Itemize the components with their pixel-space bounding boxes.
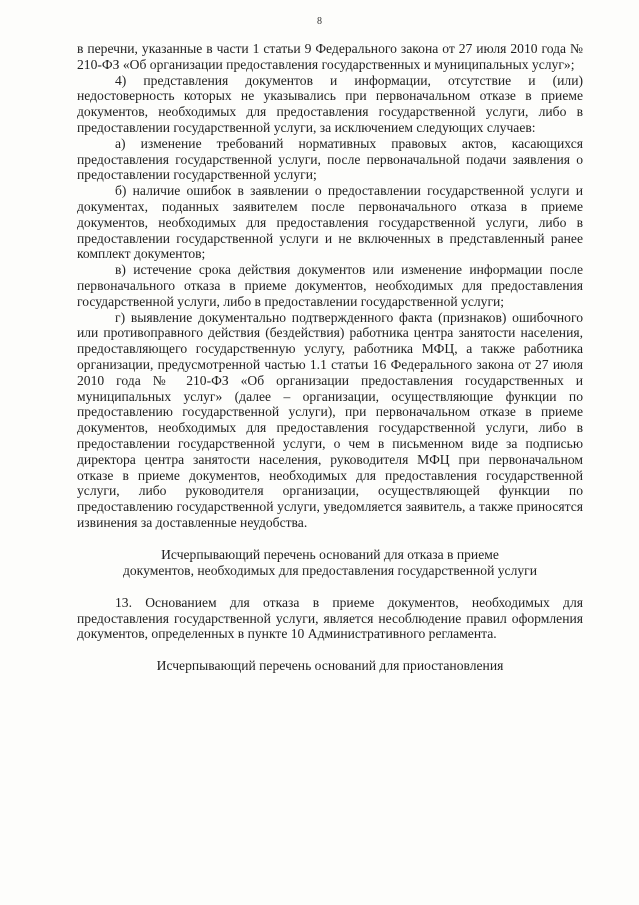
section-heading-refusal-line2: документов, необходимых для предоставления государственной услуги (122, 562, 538, 578)
paragraph-subitem-v: в) истечение срока действия документов или изменение информации после первоначального отказа в приеме документов, необходимых для предоставления государственной услуги, либо в предоставлении государственной услуги; (77, 262, 583, 309)
page-number: 8 (317, 16, 322, 27)
section-heading-suspension (77, 658, 583, 674)
paragraph-subitem-a: а) изменение требований нормативных правовых актов, касающихся предоставления государственной услуги, после первоначальной подачи заявления о предоставлении государственной услуги; (77, 135, 583, 183)
paragraph-item-4: 4) представления документов и информации, отсутствие и (или) недостоверность которых не указывались при первоначальном отказе в приеме документов, необходимых для предоставления государственной услуги, либо в предоставлении государственной услуги, за исключением следующих случаев: (77, 72, 583, 135)
section-heading-suspension-line1: Исчерпывающий перечень оснований для приостановления (156, 658, 504, 674)
paragraph-continuation: в перечни, указанные в части 1 статьи 9 Федерального закона от 27 июля 2010 года № 210-ФЗ «Об организации предоставления государственных и муниципальных услуг»; (77, 41, 583, 72)
section-heading-refusal-line1: Исчерпывающий перечень оснований для отказа в приеме (161, 546, 499, 562)
paragraph-subitem-g: г) выявление документально подтвержденного факта (признаков) ошибочного или противоправного действия (бездействия) работника центра занятости населения, предоставляющего государственную услугу, работника МФЦ, а также работника организации, предусмотренной частью 1.1 статьи 16 Федерального закона от 27 июля 2010 года № 210-ФЗ «Об организации предоставления государственных и муниципальных услуг» (далее – организации, осуществляющие функции по предоставлению государственной услуги), при первоначальном отказе в приеме документов, необходимых для предоставления государственной услуги, либо в предоставлении государственной услуги, о чем в письменном виде за подписью директора центра занятости населения, руководителя МФЦ при первоначальном отказе в приеме документов, необходимых для предоставления государственной услуги, либо руководителя организации, осуществляющей функции по предоставлению государственной услуги, уведомляется заявитель, а также приносятся извинения за доставленные неудобства. (77, 309, 583, 530)
section-heading-refusal (77, 547, 583, 579)
paragraph-13: 13. Основанием для отказа в приеме документов, необходимых для предоставления государственной услуги, является несоблюдение правил оформления документов, определенных в пункте 10 Административного регламента. (77, 594, 583, 642)
document-body (77, 41, 583, 674)
paragraph-subitem-b: б) наличие ошибок в заявлении о предоставлении государственной услуги и документах, поданных заявителем после первоначального отказа в приеме документов, необходимых для предоставления государственной услуги, либо в предоставлении государственной услуги и не включенных в представленный ранее комплект документов; (77, 183, 583, 262)
